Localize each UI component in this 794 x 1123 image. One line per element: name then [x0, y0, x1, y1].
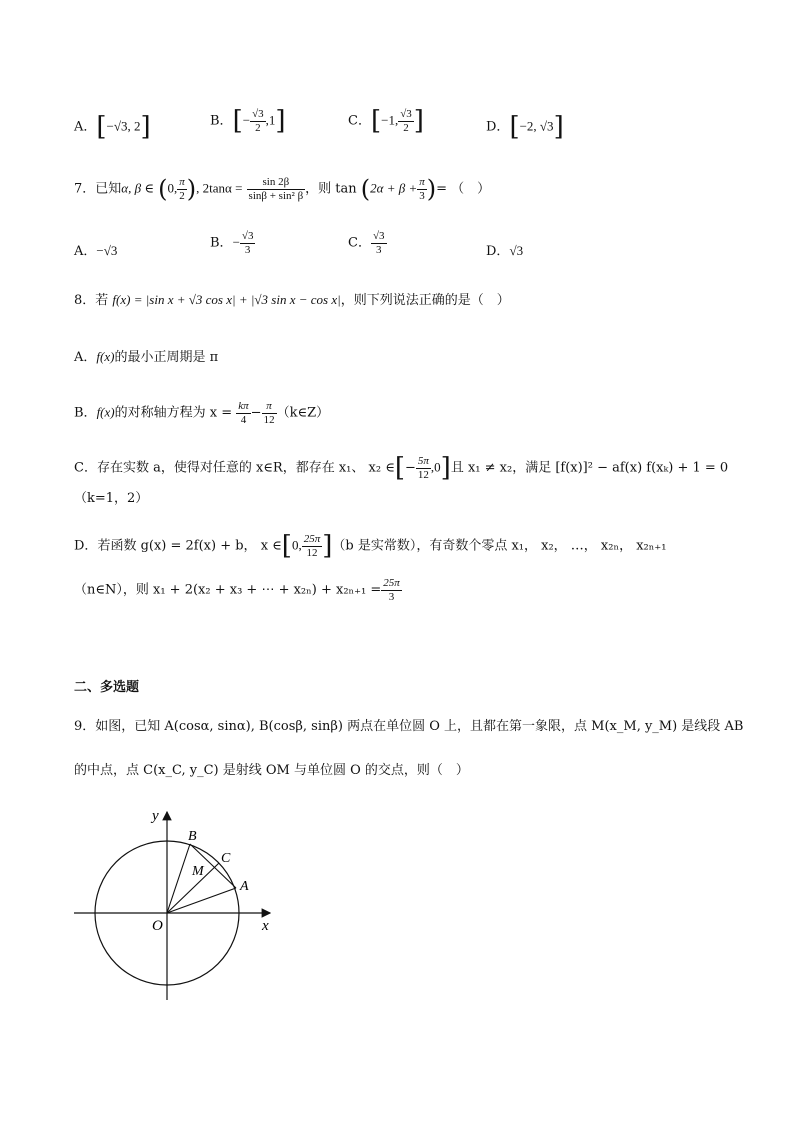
label-b: B [188, 829, 197, 844]
q7-option-c: C． $\frac{√3}{3}$ [348, 230, 385, 256]
unit-circle-figure [68, 800, 288, 1010]
label-o: O [152, 918, 163, 934]
question-9-line1: 9．如图，已知 A(cosα, sinα), B(cosβ, sinβ) 两点在单位圆 O 上，且都在第一象限，点 M(x_M, y_M) 是线段 AB [74, 719, 744, 734]
q7-option-b: B．− $\frac{√3}{3}$ [210, 230, 254, 256]
question-8: 8．若 f(x) = |sin x + √3 cos x| + |√3 sin x − cos x|，则下列说法正确的是（ ） [74, 292, 510, 308]
q8-option-a: A．f(x)的最小正周期是 π [74, 349, 219, 365]
q7-option-a: A．−√3 [74, 243, 118, 259]
label-x: x [262, 918, 269, 934]
q6-option-c: C．[−1, $\frac{√3}{2}$ ] [348, 106, 424, 137]
q6-option-a: A．[−√3, 2] [74, 112, 151, 142]
label-c: C [221, 851, 231, 866]
q8-option-c: C．存在实数 a，使得对任意的 x∈R，都存在 x₁、 x₂ ∈[− $\frac{5\pi}{12}$ ,0]且 x₁ ≠ x₂，满足 [f(x)]² − af(x) f(xₖ) + 1 = 0 [74, 453, 729, 484]
label-m: M [192, 864, 204, 879]
q7-option-d: D．√3 [486, 243, 524, 259]
question-9-line2: 的中点，点 C(x_C, y_C) 是射线 OM 与单位圆 O 的交点，则（ ） [74, 763, 469, 778]
segment-oa [167, 888, 236, 913]
q8-option-c-line2: （k=1，2） [74, 491, 149, 506]
q8-option-b: B．f(x)的对称轴方程为 x = $\frac{k\pi}{4}$ − $\frac{\pi}{12}$ （k∈Z） [74, 400, 330, 426]
section-title: 二、多选题 [74, 680, 140, 695]
q6-option-d: D．[−2, √3] [486, 112, 564, 142]
label-a: A [240, 879, 249, 894]
question-7: 7．已知α, β ∈ (0, $\frac{\pi}{2}$ ), 2tanα = $\frac{\sin 2\beta}{\text{sinβ + sin² β}}$ ，则 tan (2α + β + $\frac{\pi}{3}$ )= （ ） [74, 175, 491, 204]
q8-option-d: D．若函数 g(x) = 2f(x) + b， x ∈[0, $\frac{25\pi}{12}$ ]（b 是实常数），有奇数个零点 x₁， x₂， …， x₂ₙ， x₂ₙ₊₁ [74, 531, 667, 562]
label-y: y [152, 808, 159, 824]
q8-option-d-line2: （n∈N），则 x₁ + 2(x₂ + x₃ + ⋯ + x₂ₙ) + x₂ₙ₊₁ = $\frac{25\pi}{3}$ [74, 577, 400, 603]
q6-option-b: B．[− $\frac{√3}{2}$ ,1] [210, 106, 286, 137]
